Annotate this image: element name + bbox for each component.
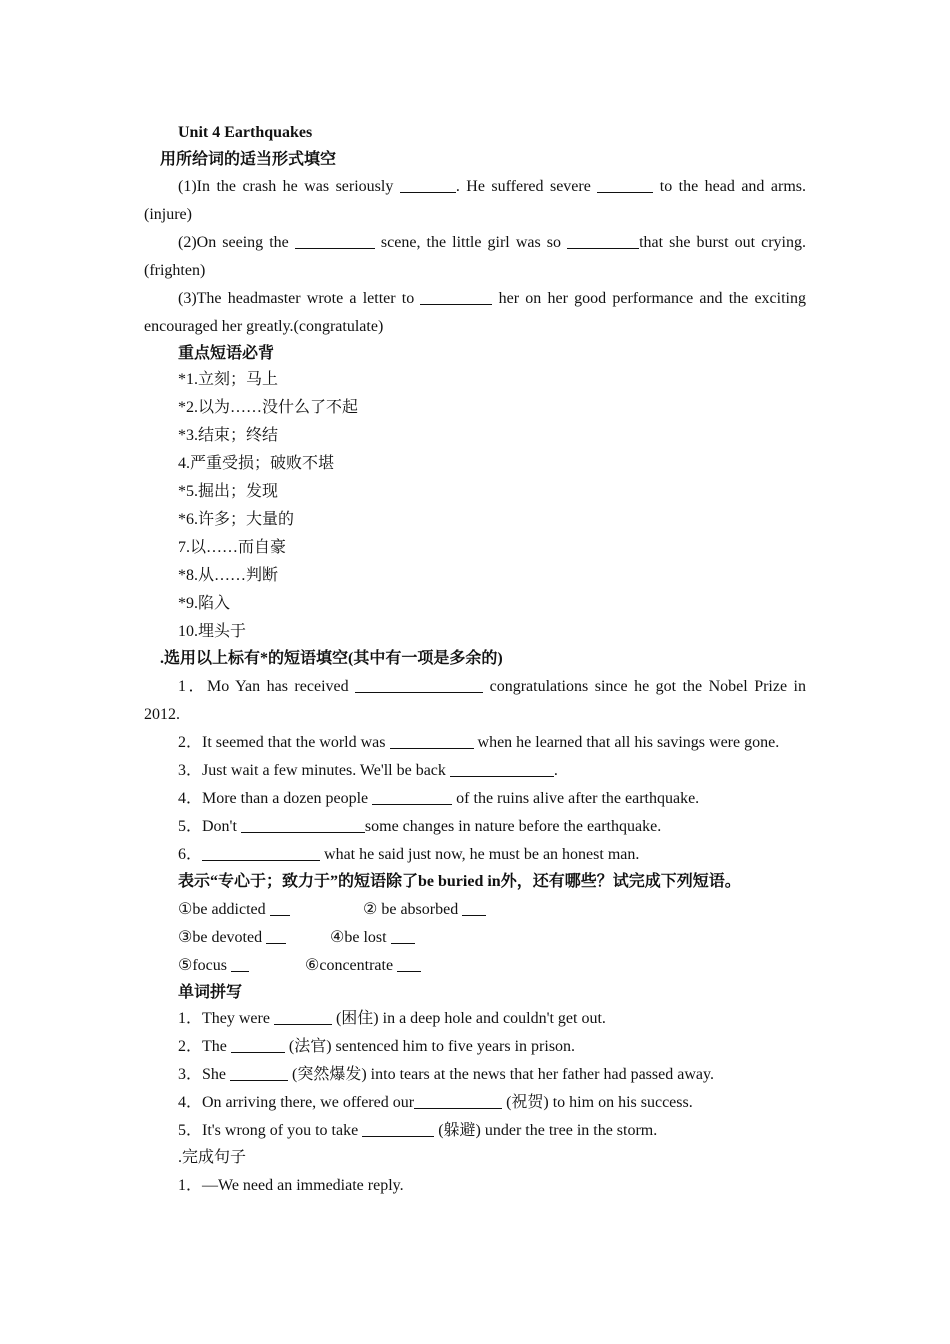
answer-blank[interactable]: [390, 732, 474, 749]
section-heading-fill-forms: 用所给词的适当形式填空: [160, 151, 337, 168]
s3-q3-text-a: 3．Just wait a few minutes. We'll be back: [178, 762, 450, 779]
phrase-item: *2.以为……没什么了不起: [178, 399, 359, 416]
s3-question-2: [178, 729, 806, 757]
answer-blank[interactable]: [270, 899, 290, 916]
s1-question-1: [178, 173, 806, 201]
section-heading-choose-phrases: .选用以上标有*的短语填空(其中有一项是多余的): [160, 650, 503, 667]
s1-q2-text-a: (2)On seeing the: [178, 234, 295, 251]
answer-blank[interactable]: [450, 760, 554, 777]
s5-question-3: [178, 1061, 806, 1089]
s1-q1-hint: (injure): [144, 206, 192, 223]
phrase-item: *8.从……判断: [178, 567, 279, 584]
phrase-item: *6.许多；大量的: [178, 511, 295, 528]
s5-q5-text-a: 5．It's wrong of you to take: [178, 1122, 363, 1139]
section-heading-key-phrases: 重点短语必背: [178, 345, 275, 362]
s3-q1-text-b: congratulations since he got the Nobel Prize in: [483, 678, 807, 695]
answer-blank[interactable]: [274, 1008, 332, 1025]
phrase-item: 10.埋头于: [178, 623, 247, 640]
s3-question-6: [178, 841, 806, 869]
devote-phrase-4: ④be lost: [330, 929, 391, 946]
phrase-item: *5.掘出；发现: [178, 483, 279, 500]
s5-q2-text-a: 2．The: [178, 1038, 231, 1055]
answer-blank[interactable]: [414, 1092, 502, 1109]
s3-question-5: [178, 813, 806, 841]
s5-q5-text-b: (躲避) under the tree in the storm.: [434, 1122, 658, 1139]
phrase-item: *9.陷入: [178, 595, 231, 612]
s5-q3-text-b: (突然爆发) into tears at the news that her father had passed away.: [288, 1066, 714, 1083]
s3-q1-continuation: 2012.: [144, 706, 180, 723]
s5-question-1: [178, 1005, 806, 1033]
devote-phrase-row-3: [178, 952, 806, 980]
answer-blank[interactable]: [295, 232, 375, 249]
s1-question-2: [178, 229, 806, 257]
devote-phrase-2: ② be absorbed: [363, 901, 463, 918]
answer-blank[interactable]: [397, 955, 421, 972]
answer-blank[interactable]: [231, 1036, 285, 1053]
s1-q2-text-c: that she burst out crying.: [639, 234, 806, 251]
answer-blank[interactable]: [202, 844, 320, 861]
section-heading-spelling: 单词拼写: [178, 984, 243, 1001]
s1-q3-text-a: (3)The headmaster wrote a letter to: [178, 290, 421, 307]
section-heading-devote-phrases: 表示“专心于；致力于”的短语除了be buried in外，还有哪些？试完成下列短语。: [178, 873, 741, 890]
answer-blank[interactable]: [230, 1064, 288, 1081]
phrase-item: *1.立刻；马上: [178, 371, 279, 388]
devote-phrase-6: ⑥concentrate: [305, 957, 398, 974]
s3-q1-text-a: 1．Mo Yan has received: [178, 678, 356, 695]
devote-phrase-5: ⑤focus: [178, 957, 231, 974]
s1-q3-text-b: her on her good performance and the exciting: [492, 290, 806, 307]
s1-q1-text-b: . He suffered severe: [455, 178, 598, 195]
s5-question-5: [178, 1117, 806, 1145]
unit-title: Unit 4 Earthquakes: [178, 124, 313, 141]
s3-q3-text-b: .: [553, 762, 558, 779]
s3-q2-text-b: when he learned that all his savings were gone.: [473, 734, 780, 751]
phrase-item: 4.严重受损；破败不堪: [178, 455, 335, 472]
answer-blank[interactable]: [372, 788, 452, 805]
answer-blank[interactable]: [266, 927, 286, 944]
s1-q1-text-a: (1)In the crash he was seriously: [178, 178, 400, 195]
s3-q2-text-a: 2．It seemed that the world was: [178, 734, 390, 751]
s3-q6-text-b: what he said just now, he must be an honest man.: [320, 846, 640, 863]
answer-blank[interactable]: [362, 1120, 434, 1137]
s1-q2-hint: (frighten): [144, 262, 206, 279]
phrase-item: *3.结束；终结: [178, 427, 279, 444]
s3-question-3: [178, 757, 806, 785]
s5-q4-text-a: 4．On arriving there, we offered our: [178, 1094, 415, 1111]
devote-phrase-row-1: [178, 896, 806, 924]
answer-blank[interactable]: [355, 676, 483, 693]
s1-q2-text-b: scene, the little girl was so: [374, 234, 568, 251]
answer-blank[interactable]: [241, 816, 365, 833]
s5-q1-text-b: (困住) in a deep hole and couldn't get out.: [331, 1010, 606, 1027]
phrase-item: 7.以……而自豪: [178, 539, 287, 556]
s5-q1-text-a: 1．They were: [178, 1010, 274, 1027]
s5-q4-text-b: (祝贺) to him on his success.: [502, 1094, 693, 1111]
s3-q5-text-b: some changes in nature before the earthquake.: [364, 818, 662, 835]
s1-q1-text-c: to the head and arms.: [653, 178, 806, 195]
answer-blank[interactable]: [462, 899, 486, 916]
section-heading-complete-sentences: .完成句子: [178, 1149, 247, 1166]
s3-q5-text-a: 5．Don't: [178, 818, 241, 835]
s3-q6-text-a: 6．: [178, 846, 203, 863]
s3-q4-text-a: 4．More than a dozen people: [178, 790, 373, 807]
s1-question-3: [178, 285, 806, 313]
s5-question-2: [178, 1033, 806, 1061]
s1-q3-continuation: encouraged her greatly.(congratulate): [144, 318, 384, 335]
s5-question-4: [178, 1089, 806, 1117]
s3-question-4: [178, 785, 806, 813]
devote-phrase-1: ①be addicted: [178, 901, 270, 918]
answer-blank[interactable]: [420, 288, 492, 305]
answer-blank[interactable]: [567, 232, 639, 249]
answer-blank[interactable]: [597, 176, 653, 193]
s3-q4-text-b: of the ruins alive after the earthquake.: [452, 790, 700, 807]
devote-phrase-3: ③be devoted: [178, 929, 267, 946]
answer-blank[interactable]: [400, 176, 456, 193]
s5-q3-text-a: 3．She: [178, 1066, 231, 1083]
answer-blank[interactable]: [391, 927, 415, 944]
devote-phrase-row-2: [178, 924, 806, 952]
s5-q2-text-b: (法官) sentenced him to five years in prison.: [284, 1038, 576, 1055]
s6-question-1: 1．—We need an immediate reply.: [178, 1177, 404, 1194]
answer-blank[interactable]: [231, 955, 249, 972]
s3-question-1: [178, 673, 806, 701]
